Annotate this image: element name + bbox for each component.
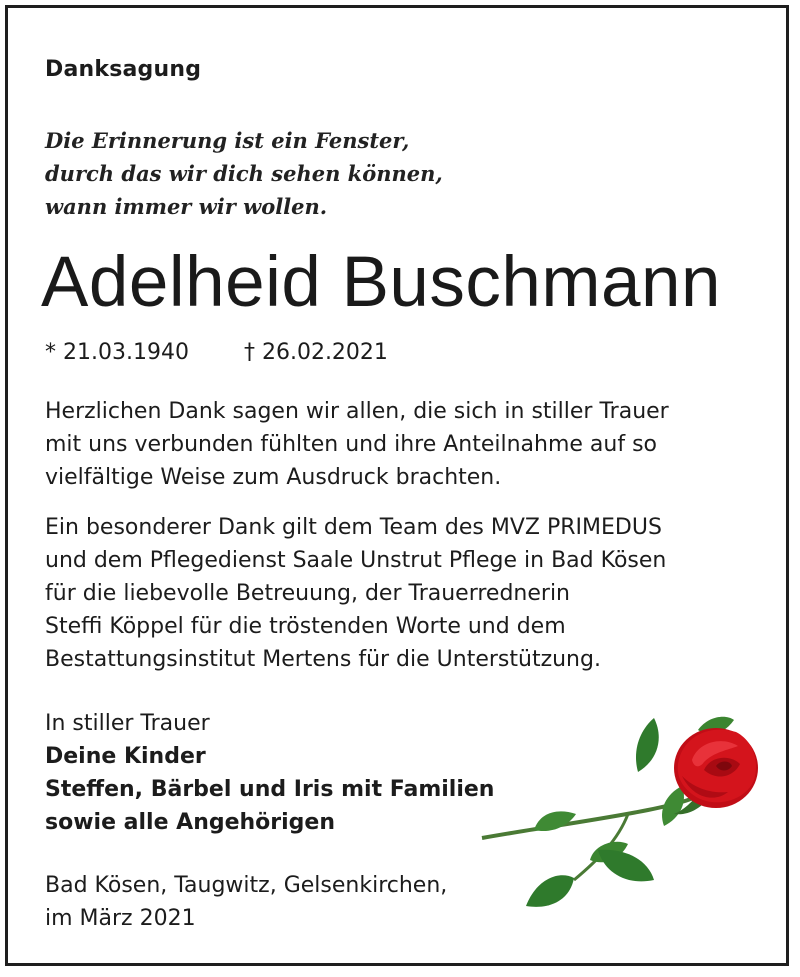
place-and-date [45, 869, 447, 935]
special-thanks-paragraph [45, 511, 666, 676]
paragraph-line: mit uns verbunden fühlten und ihre Anteilnahme auf so [45, 432, 658, 457]
quote-line: Die Erinnerung ist ein Fenster, [45, 128, 410, 153]
memorial-quote [45, 124, 443, 223]
life-dates [45, 340, 388, 365]
birth-date: * 21.03.1940 [45, 340, 189, 365]
paragraph-line: Herzlichen Dank sagen wir allen, die sich in stiller Trauer [45, 399, 669, 424]
paragraph-line: vielfältige Weise zum Ausdruck brachten. [45, 465, 502, 490]
place-line: Bad Kösen, Taugwitz, Gelsenkirchen, [45, 873, 448, 898]
quote-line: durch das wir dich sehen können, [45, 161, 443, 186]
red-rose-icon [478, 710, 770, 915]
paragraph-line: für die liebevolle Betreuung, der Trauerrednerin [45, 581, 571, 606]
quote-line: wann immer wir wollen. [45, 194, 328, 219]
paragraph-line: Ein besonderer Dank gilt dem Team des MVZ PRIMEDUS [45, 515, 662, 540]
paragraph-line: Bestattungsinstitut Mertens für die Unterstützung. [45, 647, 601, 672]
signoff-line: Deine Kinder [45, 744, 206, 769]
death-date: † 26.02.2021 [243, 340, 388, 365]
paragraph-line: und dem Pflegedienst Saale Unstrut Pflege in Bad Kösen [45, 548, 667, 573]
notice-heading: Danksagung [45, 57, 202, 82]
deceased-name: Adelheid Buschmann [41, 243, 721, 322]
mourners-signoff [45, 707, 494, 839]
signoff-line: Steffen, Bärbel und Iris mit Familien [45, 777, 495, 802]
signoff-intro: In stiller Trauer [45, 711, 210, 736]
date-line: im März 2021 [45, 906, 196, 931]
thanks-paragraph [45, 395, 669, 494]
paragraph-line: Steffi Köppel für die tröstenden Worte und dem [45, 614, 566, 639]
signoff-line: sowie alle Angehörigen [45, 810, 336, 835]
